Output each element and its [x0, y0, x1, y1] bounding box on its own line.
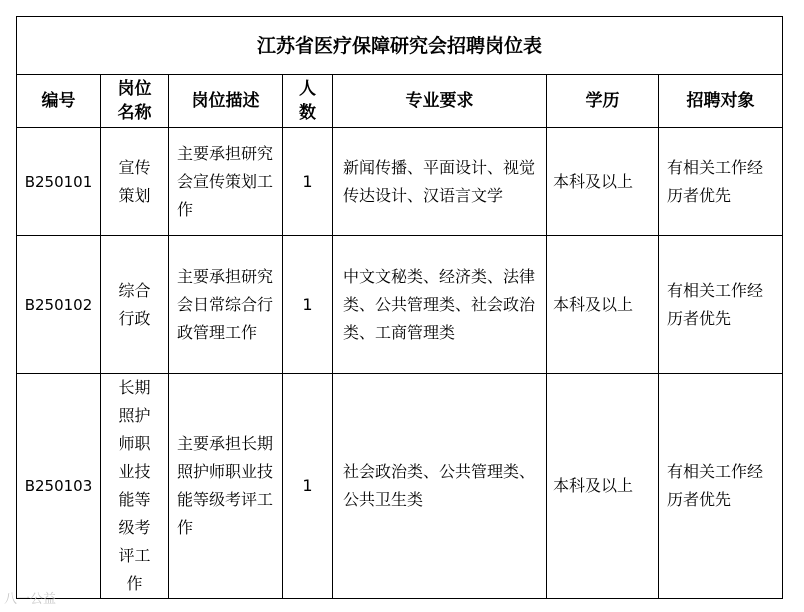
position-name: 宣传策划 — [101, 128, 169, 236]
table-row — [17, 374, 783, 599]
position-code: B250103 — [17, 374, 101, 599]
position-code: B250102 — [17, 236, 101, 374]
header-description: 岗位描述 — [169, 75, 283, 128]
major-requirement: 新闻传播、平面设计、视觉传达设计、汉语言文学 — [333, 128, 547, 236]
header-major: 专业要求 — [333, 75, 547, 128]
watermark-text: 八一公益 — [4, 592, 57, 607]
major-requirement: 社会政治类、公共管理类、公共卫生类 — [333, 374, 547, 599]
recruitment-table — [16, 16, 783, 599]
table-title: 江苏省医疗保障研究会招聘岗位表 — [17, 17, 783, 75]
header-count: 人数 — [283, 75, 333, 128]
recruitment-target: 有相关工作经历者优先 — [659, 128, 783, 236]
header-education: 学历 — [547, 75, 659, 128]
header-code: 编号 — [17, 75, 101, 128]
position-name: 综合行政 — [101, 236, 169, 374]
position-count: 1 — [283, 374, 333, 599]
position-description: 主要承担长期照护师职业技能等级考评工作 — [169, 374, 283, 599]
education-requirement: 本科及以上 — [547, 236, 659, 374]
major-requirement: 中文文秘类、经济类、法律类、公共管理类、社会政治类、工商管理类 — [333, 236, 547, 374]
education-requirement: 本科及以上 — [547, 374, 659, 599]
position-description: 主要承担研究会宣传策划工作 — [169, 128, 283, 236]
position-name: 长期照护师职业技能等级考评工作 — [101, 374, 169, 599]
header-target: 招聘对象 — [659, 75, 783, 128]
table-row — [17, 128, 783, 236]
header-name: 岗位名称 — [101, 75, 169, 128]
table-row — [17, 236, 783, 374]
position-description: 主要承担研究会日常综合行政管理工作 — [169, 236, 283, 374]
position-count: 1 — [283, 128, 333, 236]
recruitment-target: 有相关工作经历者优先 — [659, 374, 783, 599]
position-count: 1 — [283, 236, 333, 374]
position-code: B250101 — [17, 128, 101, 236]
education-requirement: 本科及以上 — [547, 128, 659, 236]
recruitment-target: 有相关工作经历者优先 — [659, 236, 783, 374]
